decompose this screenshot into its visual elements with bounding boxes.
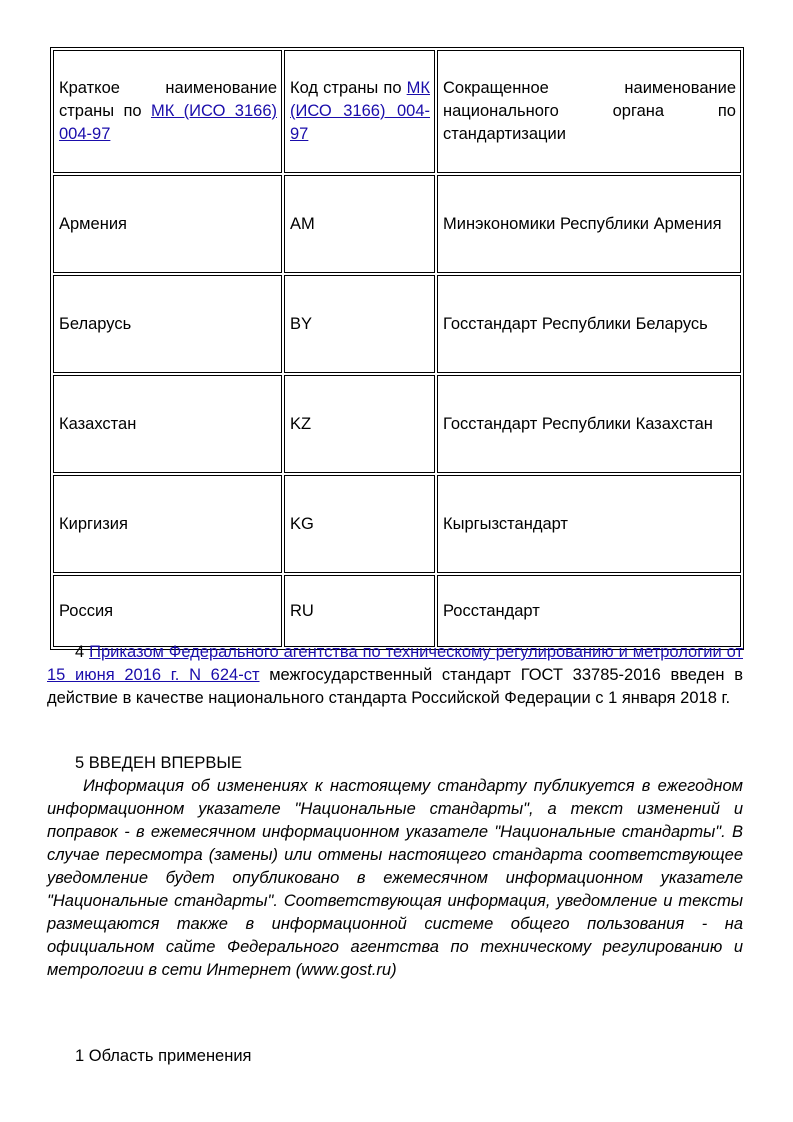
section-5-title: 5 ВВЕДЕН ВПЕРВЫЕ (75, 754, 242, 772)
table-row (53, 475, 741, 573)
cell-code: KG (284, 475, 435, 573)
cell-code: KZ (284, 375, 435, 473)
cell-code: RU (284, 575, 435, 647)
cell-country: Россия (53, 575, 282, 647)
cell-standards-body: Росстандарт (437, 575, 741, 647)
table-row (53, 175, 741, 273)
cell-standards-body: Кыргызстандарт (437, 475, 741, 573)
header-country-code: Код страны по МК (ИСО 3166) 004-97 (284, 50, 435, 173)
table-row (53, 575, 741, 647)
cell-standards-body: Госстандарт Республики Казахстан (437, 375, 741, 473)
section-1-title: 1 Область применения (75, 1047, 252, 1065)
table-row (53, 275, 741, 373)
cell-country: Беларусь (53, 275, 282, 373)
section-4-paragraph: 4 Приказом Федерального агентства по техническому регулированию и метрологии от 15 июня 2016 г. N 624-ст межгосударственный стандарт ГОСТ 33785-2016 введен в действие в качестве национального стандарта Российской Федерации с 1 января 2018 г. (47, 643, 743, 707)
order-link[interactable]: Приказом Федерального агентства по техническому регулированию и метрологии от 15 июня 2016 г. N 624-ст (47, 643, 743, 684)
cell-standards-body: Минэкономики Республики Армения (437, 175, 741, 273)
cell-country: Киргизия (53, 475, 282, 573)
mk-iso-3166-link[interactable]: МК (ИСО 3166) 004-97 (290, 79, 430, 143)
cell-country: Казахстан (53, 375, 282, 473)
header-standards-body: Сокращенное наименование национального органа по стандартизации (437, 50, 741, 173)
cell-country: Армения (53, 175, 282, 273)
mk-iso-3166-link[interactable]: МК (ИСО 3166) 004-97 (59, 102, 277, 143)
cell-standards-body: Госстандарт Республики Беларусь (437, 275, 741, 373)
cell-code: BY (284, 275, 435, 373)
standards-bodies-table (50, 47, 744, 650)
amendments-info-paragraph: Информация об изменениях к настоящему стандарту публикуется в ежегодном информационном указателе "Национальные стандарты", а текст изменений и поправок - в ежемесячном информационном указателе "Национальные стандарты". В случае пересмотра (замены) или отмены настоящего стандарта соответствующее уведомление будет опубликовано в ежемесячном информационном указателе "Национальные стандарты". Соответствующая информация, уведомление и тексты размещаются также в информационной системе общего пользования - на официальном сайте Федерального агентства по техническому регулированию и метрологии в сети Интернет (www.gost.ru) (47, 777, 743, 979)
cell-code: AM (284, 175, 435, 273)
table-header-row (53, 50, 741, 173)
header-country-name: Краткое наименование страны по МК (ИСО 3166) 004-97 (53, 50, 282, 173)
table-row (53, 375, 741, 473)
